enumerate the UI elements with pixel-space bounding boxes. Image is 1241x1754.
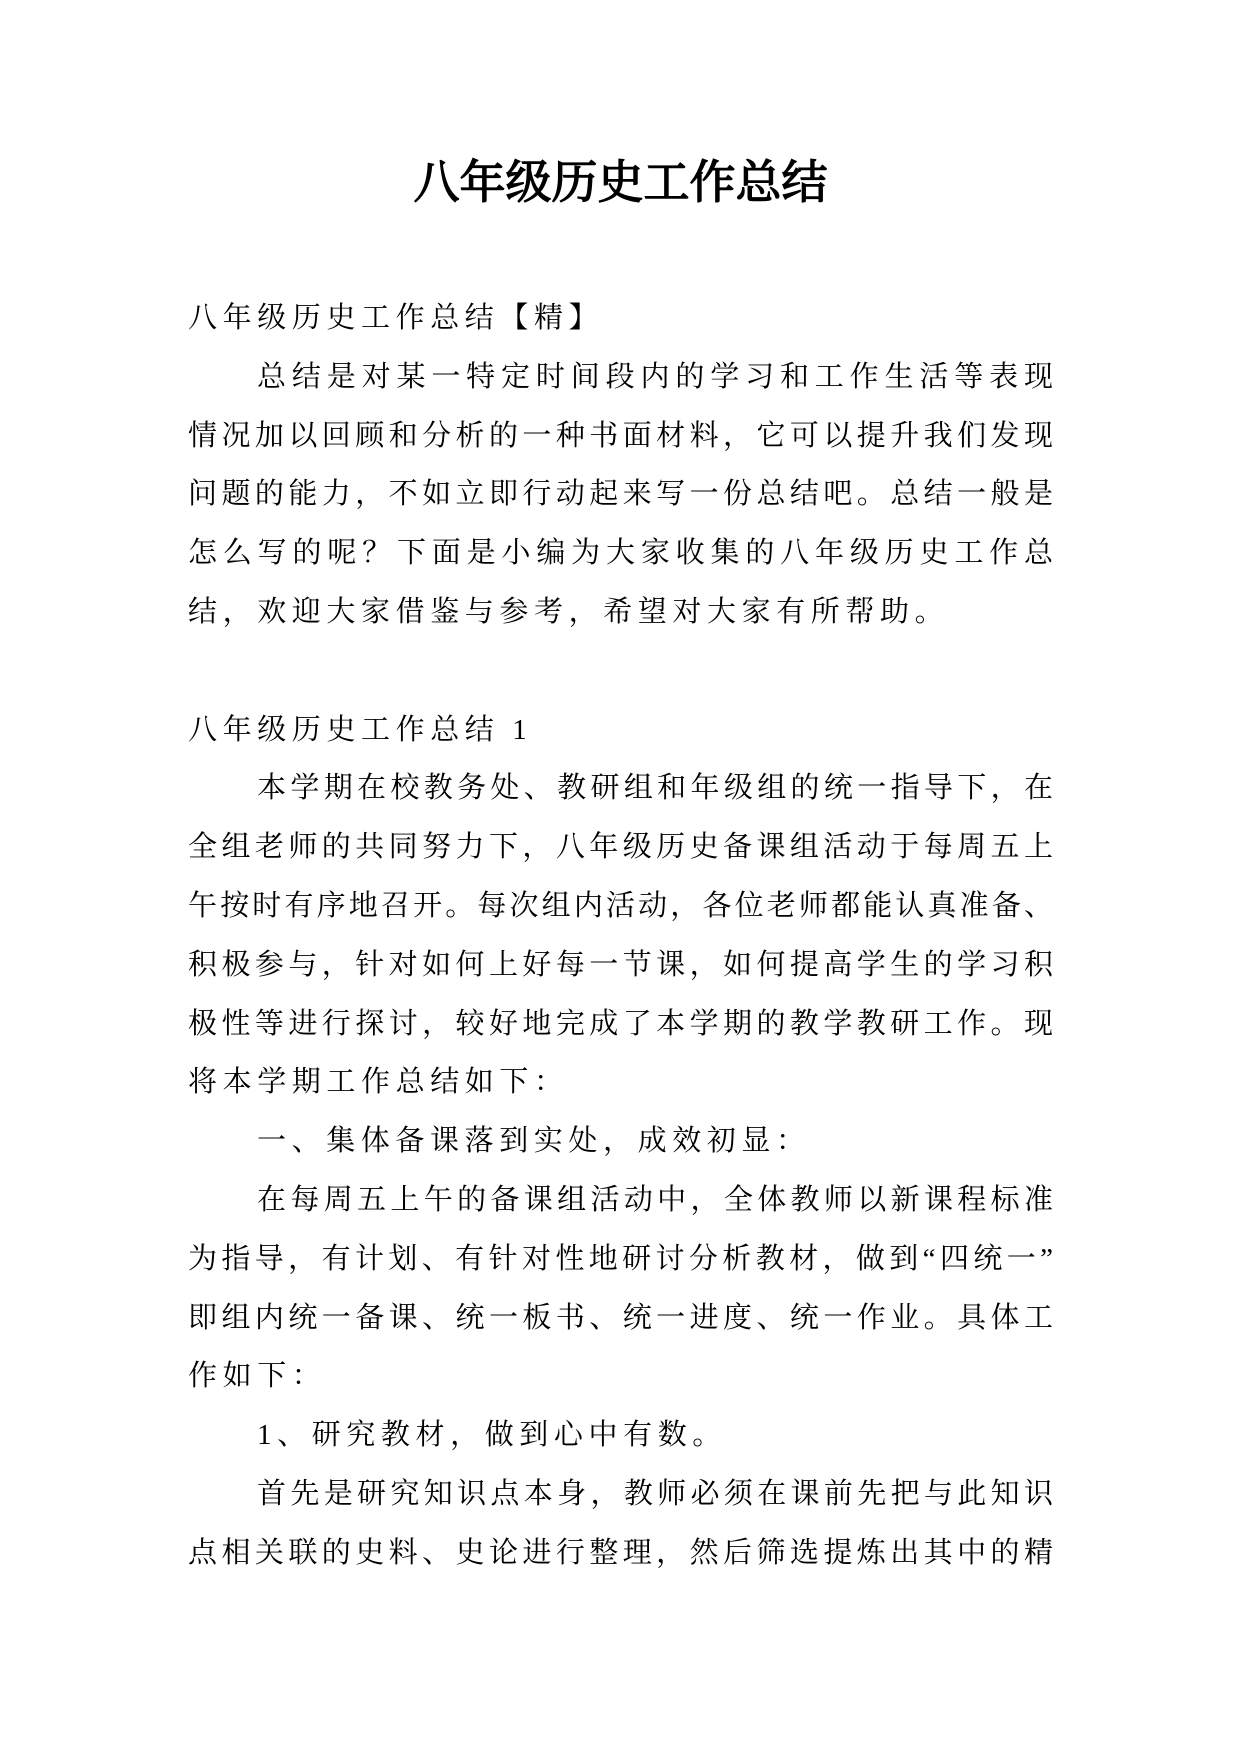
paragraph-line: 点相关联的史料、史论进行整理，然后筛选提炼出其中的精 bbox=[188, 1536, 1053, 1569]
paragraph-line: 将本学期工作总结如下： bbox=[188, 1066, 569, 1099]
paragraph-line: 怎么写的呢？下面是小编为大家收集的八年级历史工作总 bbox=[188, 537, 1053, 570]
paragraph-line: 即组内统一备课、统一板书、统一进度、统一作业。具体工 bbox=[188, 1301, 1053, 1334]
point-heading: 一、集体备课落到实处，成效初显： bbox=[257, 1125, 811, 1158]
paragraph-line: 全组老师的共同努力下，八年级历史备课组活动于每周五上 bbox=[188, 831, 1053, 864]
paragraph-line: 结，欢迎大家借鉴与参考，希望对大家有所帮助。 bbox=[188, 595, 950, 628]
document-title: 八年级历史工作总结 bbox=[413, 157, 828, 208]
section-heading: 八年级历史工作总结 1 bbox=[188, 713, 533, 746]
paragraph-line: 作如下： bbox=[188, 1360, 327, 1393]
paragraph-line: 首先是研究知识点本身，教师必须在课前先把与此知识 bbox=[257, 1477, 1053, 1510]
document-body bbox=[188, 289, 1053, 1583]
paragraph-line: 总结是对某一特定时间段内的学习和工作生活等表现 bbox=[257, 360, 1053, 393]
section-paragraph bbox=[188, 759, 1053, 1112]
section-paragraph bbox=[188, 1465, 1053, 1583]
paragraph-line: 情况加以回顾和分析的一种书面材料，它可以提升我们发现 bbox=[188, 419, 1053, 452]
paragraph-line: 在每周五上午的备课组活动中，全体教师以新课程标准 bbox=[257, 1183, 1053, 1216]
section-paragraph bbox=[188, 1171, 1053, 1406]
subpoint-heading: 1、研究教材，做到心中有数。 bbox=[257, 1419, 727, 1452]
paragraph-line: 本学期在校教务处、教研组和年级组的统一指导下，在 bbox=[257, 772, 1053, 805]
paragraph-line: 问题的能力，不如立即行动起来写一份总结吧。总结一般是 bbox=[188, 478, 1053, 511]
paragraph-line: 为指导，有计划、有针对性地研讨分析教材，做到“四统一” bbox=[188, 1242, 1053, 1275]
paragraph-line: 极性等进行探讨，较好地完成了本学期的教学教研工作。现 bbox=[188, 1007, 1053, 1040]
paragraph-line: 积极参与，针对如何上好每一节课，如何提高学生的学习积 bbox=[188, 948, 1053, 981]
intro-paragraph bbox=[188, 348, 1053, 642]
paragraph-line: 午按时有序地召开。每次组内活动，各位老师都能认真准备、 bbox=[188, 889, 1053, 922]
blank-line bbox=[188, 642, 1053, 701]
subtitle-heading: 八年级历史工作总结【精】 bbox=[188, 302, 604, 334]
